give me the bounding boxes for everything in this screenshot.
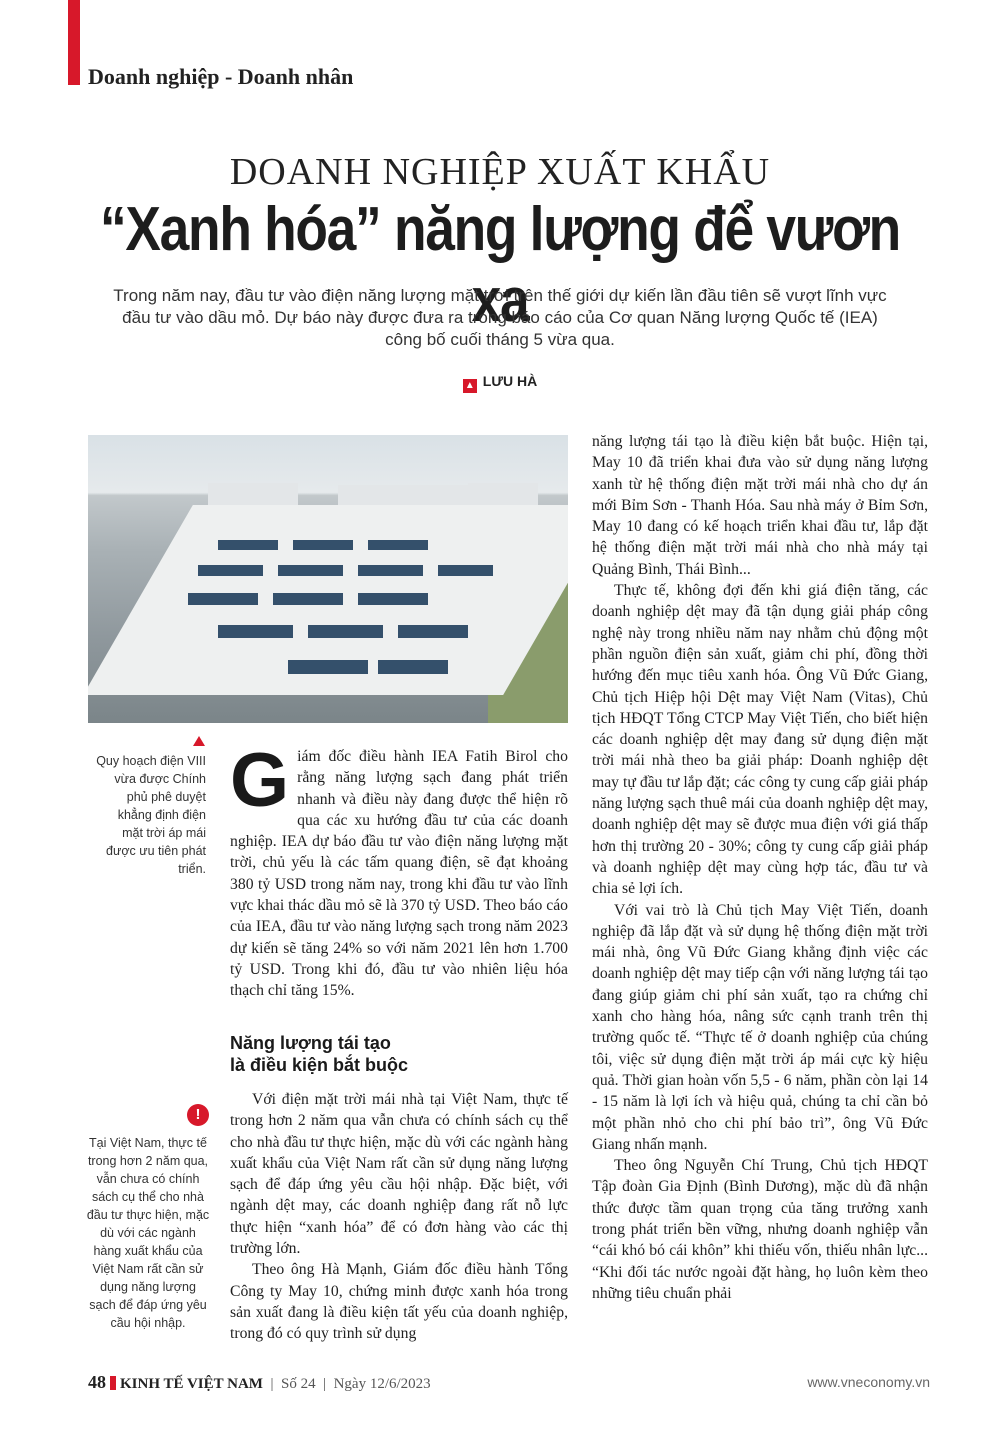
paragraph: Với vai trò là Chủ tịch May Việt Tiến, doanh nghiệp đã lắp đặt và sử dụng hệ thống điện mặt trời mái nhà, ông Vũ Đức Giang khẳng định việc các doanh nghiệp dệt may tiếp cận với năng lượng tái tạo đang giúp giảm chi phí sản xuất, tạo ra chứng chỉ xanh cho hàng hóa, nâng sức cạnh tranh trên thị trường quốc tế. “Thực tế ở doanh nghiệp của chúng tôi, việc sử dụng điện mặt trời áp mái cực kỳ hiệu quả. Thời gian hoàn vốn 5,5 - 6 năm, phần còn lại 14 - 15 năm là lợi ích và hiệu quả, chúng ta chỉ cần bỏ một phần nhỏ cho chi phí bảo trì”, ông Vũ Đức Giang nhấn mạnh.: [592, 901, 928, 1153]
paragraph: Theo ông Hà Mạnh, Giám đốc điều hành Tổng Công ty May 10, chứng minh được xanh hóa trong sản xuất đang là điều kiện tất yếu của doanh nghiệp, trong đó có quy trình sử dụng: [230, 1261, 568, 1343]
footer-marker: [110, 1376, 116, 1390]
sidebar-quote: Tại Việt Nam, thực tế trong hơn 2 năm qua, vẫn chưa có chính sách cụ thể cho nhà đầu tư thực hiện, mặc dù với các ngành hàng xuất khẩu của Việt Nam rất cần sử dụng năng lượng sạch để đáp ứng yêu cầu hội nhập.: [86, 1136, 210, 1330]
article-headline: “Xanh hóa” năng lượng để vươn xa: [100, 195, 900, 335]
paragraph: năng lượng tái tạo là điều kiện bắt buộc. Hiện tại, May 10 đã triển khai đưa vào sử dụng năng lượng xanh từ hệ thống điện mặt trời mái nhà cho dự án mới Bỉm Sơn - Thanh Hóa. Sau nhà máy ở Bỉm Sơn, May 10 đang có kế hoạch triển khai đầu tư, lắp đặt hệ thống điện mặt trời mái nhà cho nhà máy tại Quảng Bình, Thái Bình...: [592, 433, 928, 578]
lead-paragraph: Giám đốc điều hành IEA Fatih Birol cho rằng năng lượng sạch đang phát triển nhanh và điều này đang được thể hiện rõ qua các xu hướng đầu tư của các doanh nghiệp. IEA dự báo đầu tư vào điện năng lượng mặt trời, chủ yếu là các tấm quang điện, sẽ đạt khoảng 380 tỷ USD trong năm nay, trong khi đầu tư vào lĩnh vực khai thác dầu mỏ sẽ là 370 tỷ USD. Theo báo cáo của IEA, đầu tư vào năng lượng sạch trong năm 2023 dự kiến sẽ tăng 24% so với năm 2021 lên hơn 1.700 tỷ USD. Trong khi đó, đầu tư vào nhiên liệu hóa thạch chỉ tăng 15%.: [230, 738, 569, 1000]
issue-date: Ngày 12/6/2023: [333, 1376, 431, 1392]
magazine-name: KINH TẾ VIỆT NAM: [120, 1376, 263, 1392]
section-accent-bar: [68, 0, 80, 85]
page-number: 48: [88, 1372, 106, 1392]
article-photo: [88, 435, 568, 723]
paragraph: Với điện mặt trời mái nhà tại Việt Nam, thực tế trong hơn 2 năm qua vẫn chưa có chính sách cụ thể cho nhà đầu tư thực hiện, mặc dù với các ngành hàng xuất khẩu của Việt Nam rất cần sử dụng năng lượng sạch để đáp ứng yêu cầu hội nhập. Đặc biệt, với ngành dệt may, các doanh nghiệp đang rất nỗ lực thực hiện “xanh hóa” để có đơn hàng vào các thị trường lớn.: [230, 1091, 568, 1258]
website-url[interactable]: www.vneconomy.vn: [807, 1374, 930, 1390]
page-footer: 48 KINH TẾ VIỆT NAM | Số 24 | Ngày 12/6/2023: [88, 1372, 431, 1392]
section-title: Doanh nghiệp - Doanh nhân: [88, 64, 354, 89]
exclamation-icon: !: [187, 1104, 209, 1126]
paragraph: Theo ông Nguyễn Chí Trung, Chủ tịch HĐQT Tập đoàn Gia Định (Bình Dương), mặc dù đã nhận thức được tầm quan trọng của tăng trưởng xanh trong phát triển bền vững, nhưng doanh nghiệp vẫn “cái khó bó cái khôn” khi thiếu vốn, thiếu nhân lực... “Khi đối tác nước ngoài đặt hàng, họ luôn kèm theo những tiêu chuẩn phải: [592, 1157, 928, 1302]
issue-number: Số 24: [280, 1376, 316, 1392]
article-kicker: DOANH NGHIỆP XUẤT KHẨU: [229, 151, 771, 193]
subheading: Năng lượng tái tạo là điều kiện bắt buộc: [230, 1033, 409, 1075]
right-column: [592, 431, 928, 1304]
author-name: LƯU HÀ: [482, 373, 538, 389]
lead-column: [230, 738, 569, 1002]
middle-column: [230, 1089, 568, 1345]
byline: [0, 373, 1000, 393]
article-sapo: Trong năm nay, đầu tư vào điện năng lượng mặt trời trên thế giới dự kiến lần đầu tiên sẽ vượt lĩnh vực đầu tư vào dầu mỏ. Dự báo này được đưa ra trong báo cáo của Cơ quan Năng lượng Quốc tế (IEA) công bố cuối tháng 5 vừa qua.: [113, 286, 887, 349]
author-logo-icon: ▲: [463, 379, 477, 393]
drop-cap: G: [230, 738, 290, 823]
triangle-up-icon: [193, 736, 205, 746]
photo-caption: Quy hoạch điện VIII vừa được Chính phủ phê duyệt khẳng định điện mặt trời áp mái được ưu tiên phát triển.: [96, 754, 206, 876]
paragraph: Thực tế, không đợi đến khi giá điện tăng, các doanh nghiệp dệt may đã tận dụng giải pháp công nghệ này trong nhiều năm nay nhằm chủ động một phần nguồn điện sản xuất, giảm chi phí, đồng thời hướng đến mục tiêu xanh hóa. Ông Vũ Đức Giang, Chủ tịch Hiệp hội Dệt may Việt Nam (Vitas), Chủ tịch HĐQT Tổng CTCP May Việt Tiến, cho biết hiện các doanh nghiệp dệt may đang sử dụng điện mặt trời mái nhà theo ba giải pháp: Doanh nghiệp dệt may tự đầu tư lắp đặt; các công ty cung cấp giải pháp năng lượng sạch thuê mái của doanh nghiệp dệt may, doanh nghiệp dệt may sẽ được mua điện với giá thấp hơn thị trường 20 - 30%; công ty cung cấp giải pháp và doanh nghiệp dệt may cùng hợp tác, đầu tư và chia sẻ lợi ích.: [592, 582, 928, 898]
